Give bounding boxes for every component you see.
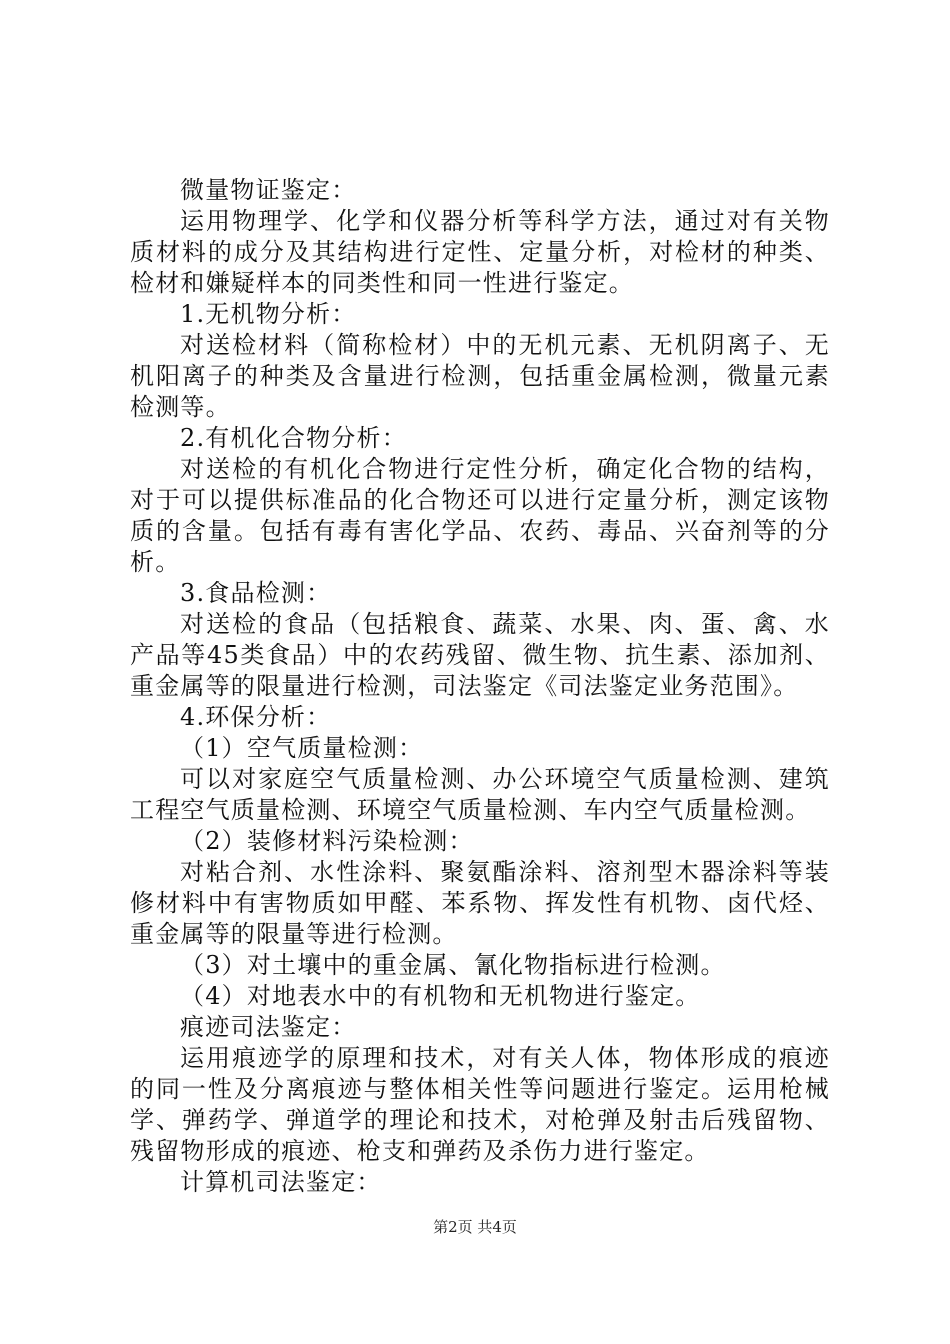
paragraph-decoration: 对粘合剂、水性涂料、聚氨酯涂料、溶剂型木器涂料等装修材料中有害物质如甲醛、苯系物、挥发性有机物、卤代烃、重金属等的限量等进行检测。 xyxy=(130,858,830,948)
item-heading-organic: 2.有机化合物分析： xyxy=(180,424,407,452)
item-heading-environment: 4.环保分析： xyxy=(180,703,332,731)
sub-heading-decoration: （2）装修材料污染检测： xyxy=(180,827,474,855)
paragraph-trace-marks: 运用痕迹学的原理和技术，对有关人体，物体形成的痕迹的同一性及分离痕迹与整体相关性等问题进行鉴定。运用枪械学、弹药学、弹道学的理论和技术，对枪弹及射击后残留物、残留物形成的痕迹、枪支和弹药及杀伤力进行鉴定。 xyxy=(130,1044,830,1165)
page-footer: 第2页 共4页 xyxy=(433,1218,517,1236)
section-heading-trace-marks: 痕迹司法鉴定： xyxy=(180,1013,357,1041)
paragraph-organic: 对送检的有机化合物进行定性分析，确定化合物的结构，对于可以提供标准品的化合物还可以进行定量分析，测定该物质的含量。包括有毒有害化学品、农药、毒品、兴奋剂等的分析。 xyxy=(130,455,830,576)
section-heading-computer: 计算机司法鉴定： xyxy=(180,1168,382,1196)
paragraph-food: 对送检的食品（包括粮食、蔬菜、水果、肉、蛋、禽、水产品等45类食品）中的农药残留、微生物、抗生素、添加剂、重金属等的限量进行检测，司法鉴定《司法鉴定业务范围》。 xyxy=(130,610,830,700)
paragraph-trace-evidence: 运用物理学、化学和仪器分析等科学方法，通过对有关物质材料的成分及其结构进行定性、定量分析，对检材的种类、检材和嫌疑样本的同类性和同一性进行鉴定。 xyxy=(130,207,830,297)
sub-heading-air-quality: （1）空气质量检测： xyxy=(180,734,424,762)
sub-item-soil: （3）对土壤中的重金属、氰化物指标进行检测。 xyxy=(180,951,726,979)
paragraph-inorganic: 对送检材料（简称检材）中的无机元素、无机阴离子、无机阳离子的种类及含量进行检测，包括重金属检测，微量元素检测等。 xyxy=(130,331,830,421)
sub-item-water: （4）对地表水中的有机物和无机物进行鉴定。 xyxy=(180,982,701,1010)
item-heading-food: 3.食品检测： xyxy=(180,579,332,607)
item-heading-inorganic: 1.无机物分析： xyxy=(180,300,357,328)
document-body xyxy=(130,175,830,1198)
section-heading-trace-evidence: 微量物证鉴定： xyxy=(180,176,357,204)
paragraph-air-quality: 可以对家庭空气质量检测、办公环境空气质量检测、建筑工程空气质量检测、环境空气质量检测、车内空气质量检测。 xyxy=(130,765,830,824)
